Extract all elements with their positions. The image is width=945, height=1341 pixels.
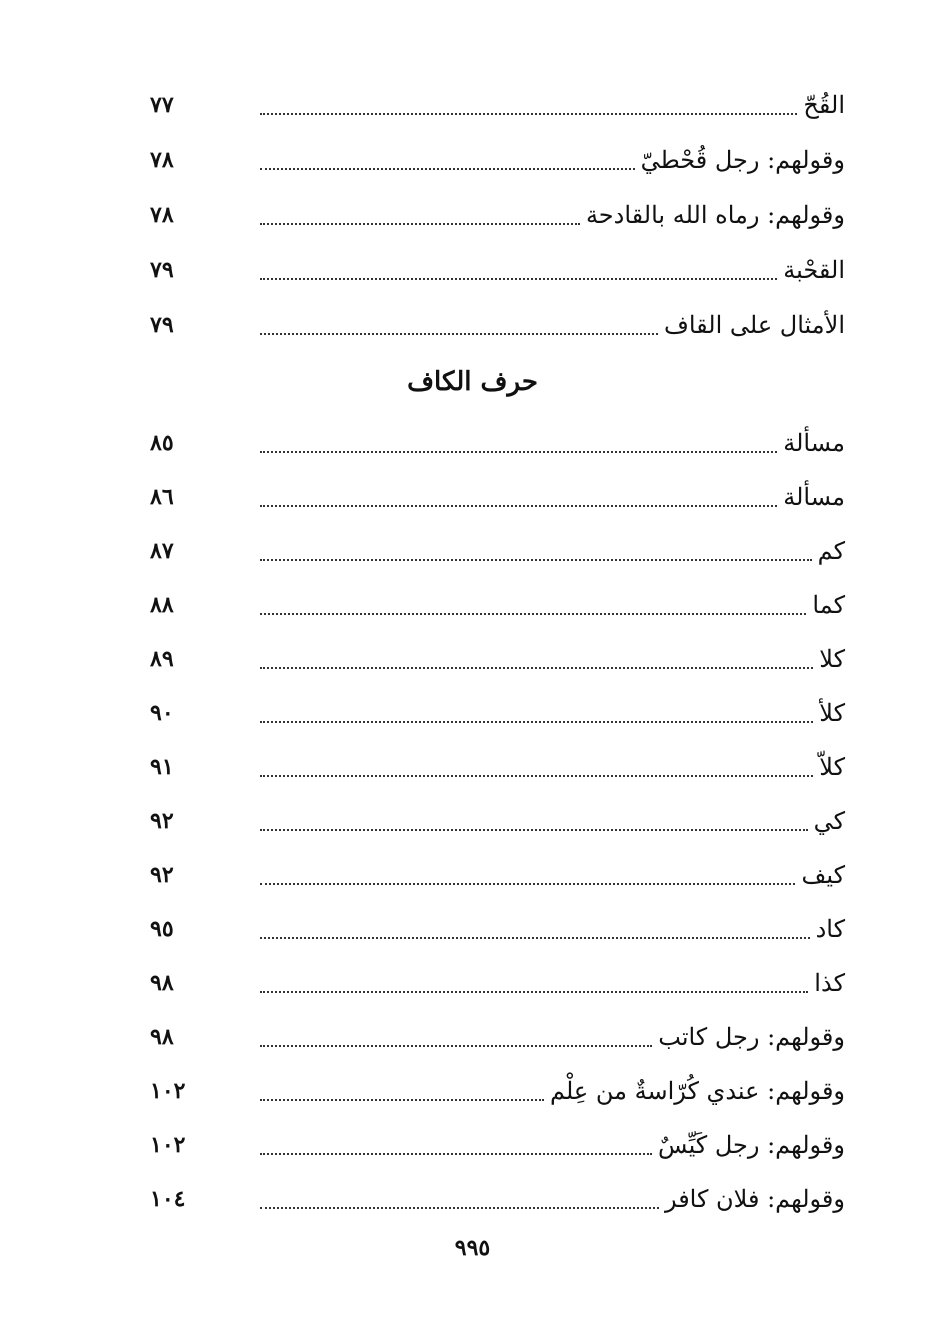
toc-entry [150, 468, 845, 512]
entry-title: وقولهم: عندي كُرّاسةٌ من عِلْم [549, 1077, 845, 1105]
toc-entry [150, 1062, 845, 1106]
entry-title: كم [817, 537, 845, 565]
dot-leader [260, 882, 795, 885]
entry-title: وقولهم: رجل كاتب [658, 1023, 845, 1051]
toc-entry [150, 414, 845, 458]
dot-leader [260, 450, 777, 453]
entry-page-number: ٩٠ [150, 700, 174, 726]
entry-page-number: ٩٢ [150, 862, 174, 888]
toc-entry [150, 1170, 845, 1214]
toc-entry [150, 186, 845, 230]
entry-page-number: ٩٨ [150, 970, 174, 996]
dot-leader [260, 666, 813, 669]
entry-title: مسألة [783, 483, 845, 511]
toc-entry [150, 1008, 845, 1052]
entry-page-number: ٩٥ [150, 916, 174, 942]
entry-page-number: ٧٨ [150, 202, 174, 228]
section-heading: حرف الكاف [407, 367, 538, 397]
entry-page-number: ٩٨ [150, 1024, 174, 1050]
toc-entry [150, 738, 845, 782]
toc-entry [150, 241, 845, 285]
toc-entry [150, 846, 845, 890]
dot-leader [260, 167, 635, 170]
toc-entry [150, 131, 845, 175]
dot-leader [260, 774, 813, 777]
entry-title: وقولهم: فلان كافر [664, 1185, 845, 1213]
entry-title: كي [813, 807, 845, 835]
toc-entry [150, 900, 845, 944]
entry-page-number: ٩٢ [150, 808, 174, 834]
dot-leader [260, 1044, 652, 1047]
entry-page-number: ٨٨ [150, 592, 174, 618]
entry-page-number: ٨٧ [150, 538, 174, 564]
entry-title: وقولهم: رماه الله بالقادحة [585, 201, 845, 229]
entry-title: القُحّ [803, 91, 845, 119]
entry-title: كما [812, 591, 845, 619]
dot-leader [260, 112, 797, 115]
dot-leader [260, 1098, 544, 1101]
toc-entry [150, 576, 845, 620]
entry-page-number: ٩١ [150, 754, 174, 780]
entry-page-number: ٨٥ [150, 430, 174, 456]
entry-page-number: ٨٩ [150, 646, 174, 672]
dot-leader [260, 277, 777, 280]
entry-page-number: ٧٩ [150, 312, 174, 338]
toc-entry [150, 522, 845, 566]
toc-entry [150, 1116, 845, 1160]
entry-title: وقولهم: رجل كَيِّسٌ [657, 1131, 845, 1159]
dot-leader [260, 558, 812, 561]
dot-leader [260, 720, 813, 723]
dot-leader [260, 612, 806, 615]
dot-leader [260, 1206, 659, 1209]
entry-title: الأمثال على القاف [663, 311, 845, 339]
dot-leader [260, 828, 808, 831]
entry-title: كاد [815, 915, 845, 943]
entry-title: كلا [819, 645, 845, 673]
entry-title: مسألة [783, 429, 845, 457]
toc-entry [150, 792, 845, 836]
dot-leader [260, 1152, 652, 1155]
entry-page-number: ٧٨ [150, 147, 174, 173]
toc-entry [150, 76, 845, 120]
page-number: ٩٩٥ [454, 1235, 491, 1261]
entry-page-number: ١٠٢ [150, 1132, 186, 1158]
dot-leader [260, 990, 808, 993]
entry-page-number: ١٠٤ [150, 1186, 186, 1212]
toc-entry [150, 630, 845, 674]
entry-page-number: ٧٧ [150, 92, 174, 118]
entry-title: كلأ [819, 699, 845, 727]
entry-page-number: ٨٦ [150, 484, 174, 510]
entry-title: وقولهم: رجل قُحْطيّ [640, 146, 845, 174]
toc-entry [150, 954, 845, 998]
toc-entry [150, 684, 845, 728]
dot-leader [260, 504, 777, 507]
dot-leader [260, 332, 658, 335]
entry-title: كلاّ [819, 753, 845, 781]
entry-title: كيف [801, 861, 845, 889]
toc-entry [150, 296, 845, 340]
entry-title: القحْبة [783, 256, 845, 284]
entry-page-number: ١٠٢ [150, 1078, 186, 1104]
dot-leader [260, 222, 580, 225]
entry-title: كذا [814, 969, 845, 997]
dot-leader [260, 936, 810, 939]
entry-page-number: ٧٩ [150, 257, 174, 283]
